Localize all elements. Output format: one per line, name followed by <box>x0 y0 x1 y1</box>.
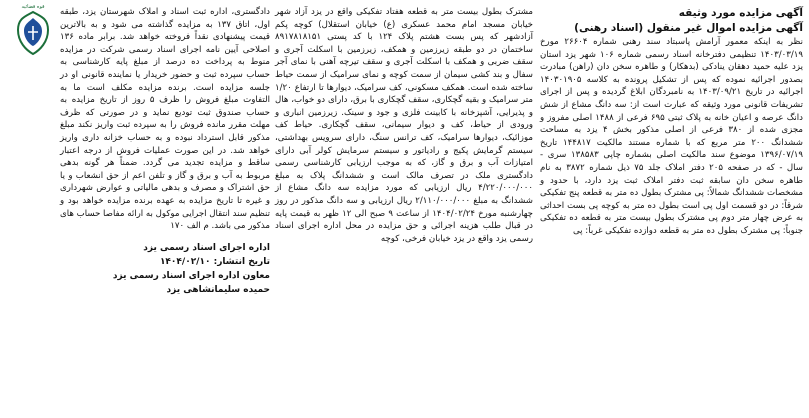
notice-title: آگهی مزایده مورد وثیقه <box>678 7 803 19</box>
notice-body-middle: مشترک بطول بیست متر به قطعه هفتاد تفکیکی واقع در یزد آزاد شهر خیابان مسجد امام محمد عسکری (ع) خیابان استقلال) کوچه پکم آزادشهر که پس بست هشتم پلاک ۱۲۴ با کد پستی ۸۹۱۷۸۱۸۱۵۱ ساختمان در دو طبقه زیرزمین و همکف، زیرزمین با اسکلت آجری و سقف ضربی و همکف با اسکلت آجری و سقف تیرچه آهنی با نمای آجر سفال و بند کشی سیمان از سمت کوچه و نمای سرامیک از سمت حیاط ساخته شده است. همکف مسکونی، کف سرامیک، دیوارها تا ارتفاع ۱/۲۰ متر سرامیک و بقیه گچکاری، سقف گچکاری با برق، دارای دو خواب، هال و پذیرایی، آشپزخانه با کابینت فلزی و جود و سینک. زیرزمین انباری و ورودی از حیاط، کف و دیوار سیمانی، سقف گچکاری. حیاط کف موزائیک، دیوارها سرامیک، کف ترانس سنگ، دارای سرویس بهداشتی، سیستم گرمایش پکیج و رادیاتور و سیستم سرمایش کولر آبی دارای امتیازات آب و برق و گاز، که به موجب ارزیابی کارشناسی رسمی دادگستری ملک در تصرف مالک است و ششدانگ پلاک به مبلغ ۴/۲۲۰/۰۰۰/۰۰۰ ریال ارزیابی که مورد مزایده سه دانگ مشاع از ششدانگ به مبلغ ۲/۱۱۰/۰۰۰/۰۰۰ ریال ارزیابی و سه دانگ مذکور در روز چهارشنبه مورخ ۱۴۰۴/۰۲/۲۴ از ساعت ۹ صبح الی ۱۲ ظهر به قیمت پایه در قبال طلب هزینه اجرائی و حق مزایده در محل اداره اجرای اسناد رسمی یزد واقع در یزد خیابان فرخی، کوچه <box>275 7 534 244</box>
signature-office: اداره اجرای اسناد رسمی یزد <box>143 242 270 253</box>
logo-caption: قوه قضائیه <box>21 4 45 10</box>
notice-subtitle: آگهی مزایده اموال غیر منقول (اسناد رهنی) <box>574 22 803 34</box>
notice-column-middle <box>275 6 533 245</box>
publication-date: تاریخ انتشار: ۱۴۰۴/۰۲/۱۰ <box>159 256 270 267</box>
notice-column-right <box>540 6 803 238</box>
notice-body-left: دادگستری، اداره ثبت اسناد و املاک شهرستان یزد، طبقه اول، اتاق ۱۳۷ به مزایده گذاشته می شود و به بالاترین قیمت پیشنهادی نقداً فروخته خواهد شد. برابر ماده ۱۳۶ اصلاحی آیین نامه اجرای اسناد رسمی شرکت در مزایده منوط به پرداخت ده درصد از مبلغ پایه کارشناسی به حساب سپرده ثبت و حضور خریدار یا نماینده قانونی او در جلسه مزایده است. برنده مزایده مکلف است ما به التفاوت مبلغ فروش را ظرف ۵ روز از تاریخ مزایده به حساب صندوق ثبت تودیع نماید و در صورتی که ظرف مهلت مقرر مانده فروش را به سپرده ثبت واریز نکند مبلغ مذکور قابل استرداد نبوده و به حساب خزانه داری واریز خواهد شد. در این صورت عملیات فروش از درجه اعتبار ساقط و مزایده تجدید می گردد. ضمناً هر گونه بدهی مربوط به آب و برق و گاز و تلفن اعم از حق انشعاب و یا حق اشتراک و مصرف و بدهی مالیاتی و عوارض شهرداری و غیره تا تاریخ مزایده به عهده برنده مزایده خواهد بود و تنظیم سند انتقال اجرایی موکول به ارائه مفاصا حساب های مذکور می باشد. م الف ۱۷۰ <box>60 7 270 232</box>
signature-title: معاون اداره اجرای اسناد رسمی یزد <box>112 270 270 281</box>
judiciary-logo-icon <box>10 2 56 58</box>
signature-name: حمیده سلیمانشاهی یزد <box>166 284 270 295</box>
logo-emblem <box>18 12 48 54</box>
notice-body-right: نظر به اینکه معمور آرامش پاسبتاد سند رهنی شماره ۲۶۶۰۴ مورخ ۱۴۰۳/۰۳/۱۹ تنظیمی دفترخانه اسناد رسمی شماره ۱۰۶ شهر یزد استان یزد علیه حمید دهقان ینادکی (بدهکار) و طاهره سخن دان (راهن) مبادرت بصدور اجرائیه نموده که پس از تشکیل پرونده به کلاسه ۱۴۰۳۰۱۹۰۵ اجرائیه در تاریخ ۱۴۰۳/۰۹/۲۱ به نامبردگان ابلاغ گردیده و پس از اجرای تشریفات قانونی مورد وثیقه که عبارت است از: سه دانگ مشاع از شش دانگ عرصه و اعیان خانه به پلاک ثبتی ۶۹۵ فرعی از ۱۴۸۸ اصلی مفروز و مجزی شده از ۳۸۰ فرعی از اصلی مذکور بخش ۴ یزد به مساحت ششدانگ ۲۰۰ متر مربع که با شماره مستند مالکیت ۱۴۴۸۱۷ تاریخ ۱۳۹۶/۰۷/۱۹ موضوع سند مالکیت اصلی بشماره چاپی ۱۳۸۵۸۳ سری - سال - که در صفحه ۲۰۵ دفتر املاک جلد ۷۵ ذیل شماره ۳۸۷۲ به نام طاهره سخن دان سابقه ثبت دفتر املاک ثبت یزد دارد، با حدود و مشخصات ششدانگ شمالاً: پی مشترک بطول ده متر به قطعه پنج تفکیکی شرقاً: در دو قسمت اول پی است بطول ده متر به کوچه پی بست احداثی به عرض چهار متر دوم پی مشترک بطول بیست متر به قطعه ده تفکیکی جنوباً: پی مشترک بطول ده متر به قطعه دوازده تفکیکی غرباً: پی <box>540 37 803 236</box>
signature-block <box>8 241 270 297</box>
